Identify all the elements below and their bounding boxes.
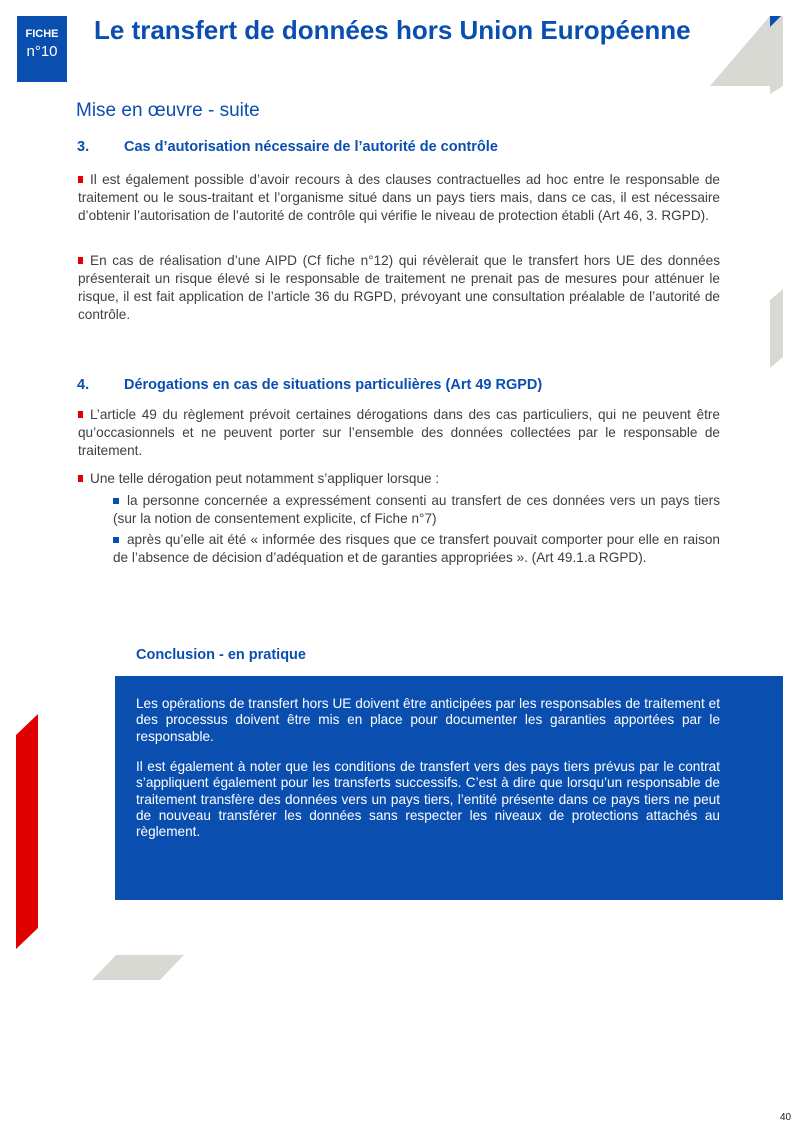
section-number: 4. <box>77 377 90 393</box>
red-bullet-icon <box>78 176 83 183</box>
paragraph <box>78 470 720 488</box>
fiche-label: FICHE <box>25 28 59 40</box>
paragraph-text: En cas de réalisation d’une AIPD (Cf fiche n°12) qui révèlerait que le transfert hors UE des données présenterait un risque élevé si le responsable de traitement ne prenait pas de mesures pour atténuer le risque, il est fait application de l’article 36 du RGPD, prévoyant une consultation préalable de l’autorité de contrôle. <box>78 253 720 322</box>
conclusion-paragraph: Les opérations de transfert hors UE doivent être anticipées par les responsables de traitement et des processus doivent être mis en place pour documenter les garanties apportées par le responsable. <box>136 696 720 744</box>
page-number: 40 <box>780 1112 792 1123</box>
red-bullet-icon <box>78 475 83 482</box>
sub-list-item-text: après qu’elle ait été « informée des risques que ce transfert pouvait comporter pour elle en raison de l’absence de décision d’adéquation et de garanties appropriées ». (Art 49.1.a RGPD). <box>113 532 720 565</box>
top-right-gray-shape <box>710 16 783 94</box>
red-bullet-icon <box>78 257 83 264</box>
red-bullet-icon <box>78 411 83 418</box>
fiche-number: n°10 <box>26 43 58 60</box>
paragraph <box>78 406 720 460</box>
conclusion-paragraph: Il est également à noter que les conditions de transfert vers des pays tiers prévus par le contrat s’appliquent également pour les transferts successifs. C’est à dire que lorsqu’un responsable de traitement transfère des données vers un pays tiers, l’entité présente dans ce pays tiers ne peut de nouveau transférer les données sans respecter les niveaux de protections attachés au règlement. <box>136 759 720 840</box>
fiche-badge <box>17 16 67 82</box>
page-subtitle: Mise en œuvre - suite <box>76 100 260 121</box>
blue-bullet-icon <box>113 537 119 543</box>
sub-list-item <box>113 531 720 567</box>
conclusion-heading: Conclusion - en pratique <box>136 647 306 663</box>
right-gray-bar <box>770 289 783 368</box>
section-number: 3. <box>77 139 90 155</box>
left-red-bar <box>16 714 38 949</box>
paragraph <box>78 171 720 225</box>
blue-bullet-icon <box>113 498 119 504</box>
page-title: Le transfert de données hors Union Européenne <box>94 15 691 45</box>
paragraph <box>78 252 720 324</box>
section-3-heading <box>77 139 498 155</box>
bottom-gray-shape <box>92 955 184 980</box>
section-4-heading <box>77 377 542 393</box>
sub-list-item <box>113 492 720 528</box>
paragraph-text: L’article 49 du règlement prévoit certaines dérogations dans des cas particuliers, qui ne peuvent être qu’occasionnels et ne peuvent porter sur l’ensemble des données collectées par le responsable de traitement. <box>78 407 720 458</box>
section-heading-text: Dérogations en cas de situations particulières (Art 49 RGPD) <box>124 377 543 393</box>
paragraph-text: Une telle dérogation peut notamment s’appliquer lorsque : <box>90 471 440 486</box>
paragraph-text: Il est également possible d’avoir recours à des clauses contractuelles ad hoc entre le responsable de traitement ou le sous-traitant et l’organisme situé dans un pays tiers mais, dans ce cas, il est nécessaire d’obtenir l’autorisation de l’autorité de contrôle qui vérifie le niveau de protection établi (Art 46, 3. RGPD). <box>78 172 720 223</box>
sub-list-item-text: la personne concernée a expressément consenti au transfert de ces données vers un pays tiers (sur la notion de consentement explicite, cf Fiche n°7) <box>113 493 720 526</box>
section-heading-text: Cas d’autorisation nécessaire de l’autorité de contrôle <box>124 139 498 155</box>
